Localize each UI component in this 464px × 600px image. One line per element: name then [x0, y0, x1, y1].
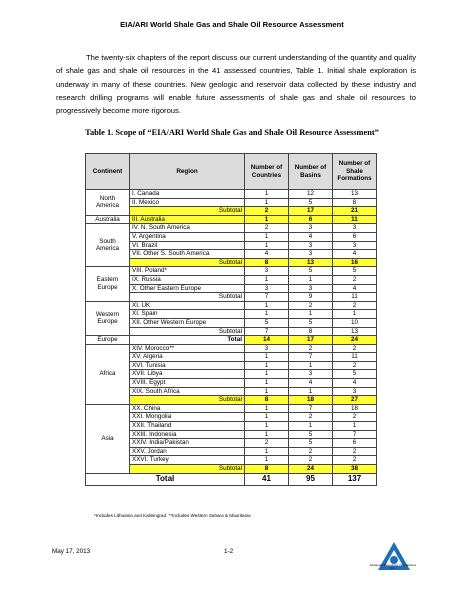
- basins-cell: 2: [289, 447, 333, 456]
- table-row: [86, 190, 377, 199]
- table-row: [86, 465, 377, 474]
- region-cell: Total: [130, 336, 245, 345]
- countries-cell: 2: [245, 207, 289, 216]
- table-row: [86, 353, 377, 362]
- basins-cell: 3: [289, 284, 333, 293]
- formations-cell: 5: [333, 267, 377, 276]
- formations-cell: 6: [333, 439, 377, 448]
- basins-cell: 9: [289, 293, 333, 302]
- continent-cell: North America: [86, 190, 130, 216]
- table-row: [86, 301, 377, 310]
- basins-cell: 2: [289, 413, 333, 422]
- table-row: [86, 327, 377, 336]
- basins-cell: 12: [289, 190, 333, 199]
- basins-cell: 3: [289, 224, 333, 233]
- formations-cell: 16: [333, 258, 377, 267]
- basins-cell: 1: [289, 422, 333, 431]
- basins-cell: 4: [289, 379, 333, 388]
- basins-cell: 5: [289, 318, 333, 327]
- region-cell: VIII. Poland*: [130, 267, 245, 276]
- col-header-continent: Continent: [86, 154, 130, 190]
- region-cell: II. Mexico: [130, 198, 245, 207]
- region-cell: XV. Algeria: [130, 353, 245, 362]
- countries-cell: 7: [245, 327, 289, 336]
- formations-cell: 3: [333, 224, 377, 233]
- table-row: [86, 387, 377, 396]
- formations-cell: 1: [333, 310, 377, 319]
- countries-cell: 1: [245, 370, 289, 379]
- grand-total-label: Total: [86, 473, 245, 485]
- region-cell: Subtotal: [130, 327, 245, 336]
- table-row: [86, 430, 377, 439]
- basins-cell: 7: [289, 353, 333, 362]
- formations-cell: 11: [333, 215, 377, 224]
- basins-cell: 5: [289, 430, 333, 439]
- countries-cell: 1: [245, 447, 289, 456]
- formations-cell: 2: [333, 301, 377, 310]
- table-row: [86, 396, 377, 405]
- countries-cell: 1: [245, 430, 289, 439]
- table-row: [86, 413, 377, 422]
- region-cell: XXII. Thailand: [130, 422, 245, 431]
- formations-cell: 4: [333, 284, 377, 293]
- basins-cell: 18: [289, 396, 333, 405]
- countries-cell: 4: [245, 250, 289, 259]
- countries-cell: 1: [245, 241, 289, 250]
- table-row: [86, 215, 377, 224]
- page-number: 1-2: [224, 548, 234, 555]
- formations-cell: 11: [333, 353, 377, 362]
- formations-cell: 7: [333, 430, 377, 439]
- continent-cell: South America: [86, 224, 130, 267]
- countries-cell: 1: [245, 215, 289, 224]
- table-row: [86, 404, 377, 413]
- region-cell: XI. UK: [130, 301, 245, 310]
- table-row: [86, 284, 377, 293]
- formations-cell: 3: [333, 387, 377, 396]
- formations-cell: 11: [333, 293, 377, 302]
- scope-table: [85, 153, 377, 486]
- region-cell: XXIV. India/Pakistan: [130, 439, 245, 448]
- formations-cell: 2: [333, 456, 377, 465]
- region-cell: XXIII. Indonesia: [130, 430, 245, 439]
- basins-cell: 3: [289, 370, 333, 379]
- grand-total-row: [86, 473, 377, 485]
- table-row: [86, 379, 377, 388]
- countries-cell: 1: [245, 361, 289, 370]
- basins-cell: 24: [289, 465, 333, 474]
- formations-cell: 2: [333, 361, 377, 370]
- table-row: [86, 370, 377, 379]
- region-cell: XXVI. Turkey: [130, 456, 245, 465]
- col-header-countries: Number of Countries: [245, 154, 289, 190]
- formations-cell: 2: [333, 275, 377, 284]
- table-row: [86, 275, 377, 284]
- basins-cell: 13: [289, 258, 333, 267]
- basins-cell: 17: [289, 207, 333, 216]
- countries-cell: 1: [245, 275, 289, 284]
- formations-cell: 4: [333, 250, 377, 259]
- grand-total-countries: 41: [245, 473, 289, 485]
- countries-cell: 14: [245, 336, 289, 345]
- table-row: [86, 207, 377, 216]
- countries-cell: 1: [245, 413, 289, 422]
- footer-date: May 17, 2013: [52, 548, 91, 555]
- formations-cell: 2: [333, 447, 377, 456]
- region-cell: Subtotal: [130, 293, 245, 302]
- logo-text: Advanced Resources International, Inc.: [369, 563, 417, 571]
- formations-cell: 3: [333, 241, 377, 250]
- formations-cell: 10: [333, 318, 377, 327]
- continent-cell: Western Europe: [86, 301, 130, 335]
- region-cell: XI. Spain: [130, 310, 245, 319]
- region-cell: Subtotal: [130, 465, 245, 474]
- basins-cell: 2: [289, 456, 333, 465]
- formations-cell: 13: [333, 190, 377, 199]
- table-row: [86, 198, 377, 207]
- table-row: [86, 456, 377, 465]
- countries-cell: 1: [245, 190, 289, 199]
- formations-cell: 5: [333, 370, 377, 379]
- formations-cell: 1: [333, 422, 377, 431]
- formations-cell: 38: [333, 465, 377, 474]
- basins-cell: 5: [289, 267, 333, 276]
- region-cell: IV. N. South America: [130, 224, 245, 233]
- region-cell: XXI. Mongolia: [130, 413, 245, 422]
- table-row: [86, 336, 377, 345]
- region-cell: Subtotal: [130, 258, 245, 267]
- basins-cell: 6: [289, 215, 333, 224]
- countries-cell: 8: [245, 465, 289, 474]
- col-header-basins: Number of Basins: [289, 154, 333, 190]
- region-cell: XVI. Tunisia: [130, 361, 245, 370]
- basins-cell: 3: [289, 250, 333, 259]
- table-row: [86, 267, 377, 276]
- region-cell: V. Argentina: [130, 232, 245, 241]
- region-cell: VI. Brazil: [130, 241, 245, 250]
- table-footnote: *Includes Lithuania and Kaliningrad. **Includes Western Sahara & Mauritania: [94, 513, 251, 518]
- formations-cell: 2: [333, 413, 377, 422]
- countries-cell: 7: [245, 293, 289, 302]
- continent-cell: Europe: [86, 336, 130, 345]
- region-cell: XVIII. Egypt: [130, 379, 245, 388]
- countries-cell: 1: [245, 379, 289, 388]
- countries-cell: 1: [245, 198, 289, 207]
- countries-cell: 1: [245, 456, 289, 465]
- countries-cell: 8: [245, 258, 289, 267]
- col-header-region: Region: [130, 154, 245, 190]
- countries-cell: 1: [245, 232, 289, 241]
- region-cell: X. Other Eastern Europe: [130, 284, 245, 293]
- basins-cell: 1: [289, 275, 333, 284]
- table-caption: Table 1. Scope of “EIA/ARI World Shale Gas and Shale Oil Resource Assessment”: [85, 128, 379, 137]
- region-cell: VII. Other S. South America: [130, 250, 245, 259]
- countries-cell: 1: [245, 387, 289, 396]
- intro-paragraph: The twenty-six chapters of the report discuss our current understanding of the quantity and quality of shale gas and shale oil resources in the 41 assessed countries, Table 1. Initial shale exploration is underway in many of these countries. New geologic and reservoir data collected by these industry and research drilling programs will enable future assessments of shale gas and shale oil resources to progressively become more rigorous.: [56, 53, 416, 116]
- table-row: [86, 447, 377, 456]
- table-row: [86, 439, 377, 448]
- basins-cell: 17: [289, 336, 333, 345]
- countries-cell: 2: [245, 439, 289, 448]
- countries-cell: 1: [245, 422, 289, 431]
- table-row: [86, 318, 377, 327]
- basins-cell: 1: [289, 310, 333, 319]
- grand-total-basins: 95: [289, 473, 333, 485]
- continent-cell: Eastern Europe: [86, 267, 130, 301]
- table-row: [86, 258, 377, 267]
- formations-cell: 21: [333, 207, 377, 216]
- basins-cell: 4: [289, 232, 333, 241]
- region-cell: IX. Russia: [130, 275, 245, 284]
- basins-cell: 1: [289, 361, 333, 370]
- table-row: [86, 310, 377, 319]
- continent-cell: Australia: [86, 215, 130, 224]
- countries-cell: 8: [245, 396, 289, 405]
- table-row: [86, 361, 377, 370]
- col-header-formations: Number of Shale Formations: [333, 154, 377, 190]
- countries-cell: 2: [245, 224, 289, 233]
- formations-cell: 13: [333, 327, 377, 336]
- countries-cell: 3: [245, 344, 289, 353]
- formations-cell: 6: [333, 232, 377, 241]
- formations-cell: 2: [333, 344, 377, 353]
- table-row: [86, 232, 377, 241]
- formations-cell: 27: [333, 396, 377, 405]
- countries-cell: 1: [245, 310, 289, 319]
- table-row: [86, 422, 377, 431]
- region-cell: XVII. Libya: [130, 370, 245, 379]
- page-header-title: EIA/ARI World Shale Gas and Shale Oil Resource Assessment: [120, 20, 344, 29]
- countries-cell: 1: [245, 404, 289, 413]
- region-cell: Subtotal: [130, 396, 245, 405]
- countries-cell: 3: [245, 284, 289, 293]
- table-row: [86, 241, 377, 250]
- formations-cell: 24: [333, 336, 377, 345]
- table-row: [86, 293, 377, 302]
- table-row: [86, 224, 377, 233]
- basins-cell: 5: [289, 198, 333, 207]
- region-cell: XII. Other Western Europe: [130, 318, 245, 327]
- countries-cell: 1: [245, 353, 289, 362]
- basins-cell: 5: [289, 439, 333, 448]
- continent-cell: Asia: [86, 404, 130, 473]
- basins-cell: 3: [289, 241, 333, 250]
- basins-cell: 1: [289, 387, 333, 396]
- table-body: [86, 190, 377, 486]
- table-row: [86, 250, 377, 259]
- region-cell: I. Canada: [130, 190, 245, 199]
- region-cell: XIV. Morocco**: [130, 344, 245, 353]
- basins-cell: 7: [289, 404, 333, 413]
- formations-cell: 4: [333, 379, 377, 388]
- continent-cell: Africa: [86, 344, 130, 404]
- region-cell: XX. China: [130, 404, 245, 413]
- countries-cell: 3: [245, 267, 289, 276]
- formations-cell: 8: [333, 198, 377, 207]
- countries-cell: 5: [245, 318, 289, 327]
- region-cell: XIX. South Africa: [130, 387, 245, 396]
- region-cell: III. Australia: [130, 215, 245, 224]
- region-cell: Subtotal: [130, 207, 245, 216]
- countries-cell: 1: [245, 301, 289, 310]
- region-cell: XXV. Jordan: [130, 447, 245, 456]
- table-header-row: [86, 154, 377, 190]
- basins-cell: 2: [289, 301, 333, 310]
- basins-cell: 2: [289, 344, 333, 353]
- basins-cell: 8: [289, 327, 333, 336]
- grand-total-formations: 137: [333, 473, 377, 485]
- table-row: [86, 344, 377, 353]
- formations-cell: 18: [333, 404, 377, 413]
